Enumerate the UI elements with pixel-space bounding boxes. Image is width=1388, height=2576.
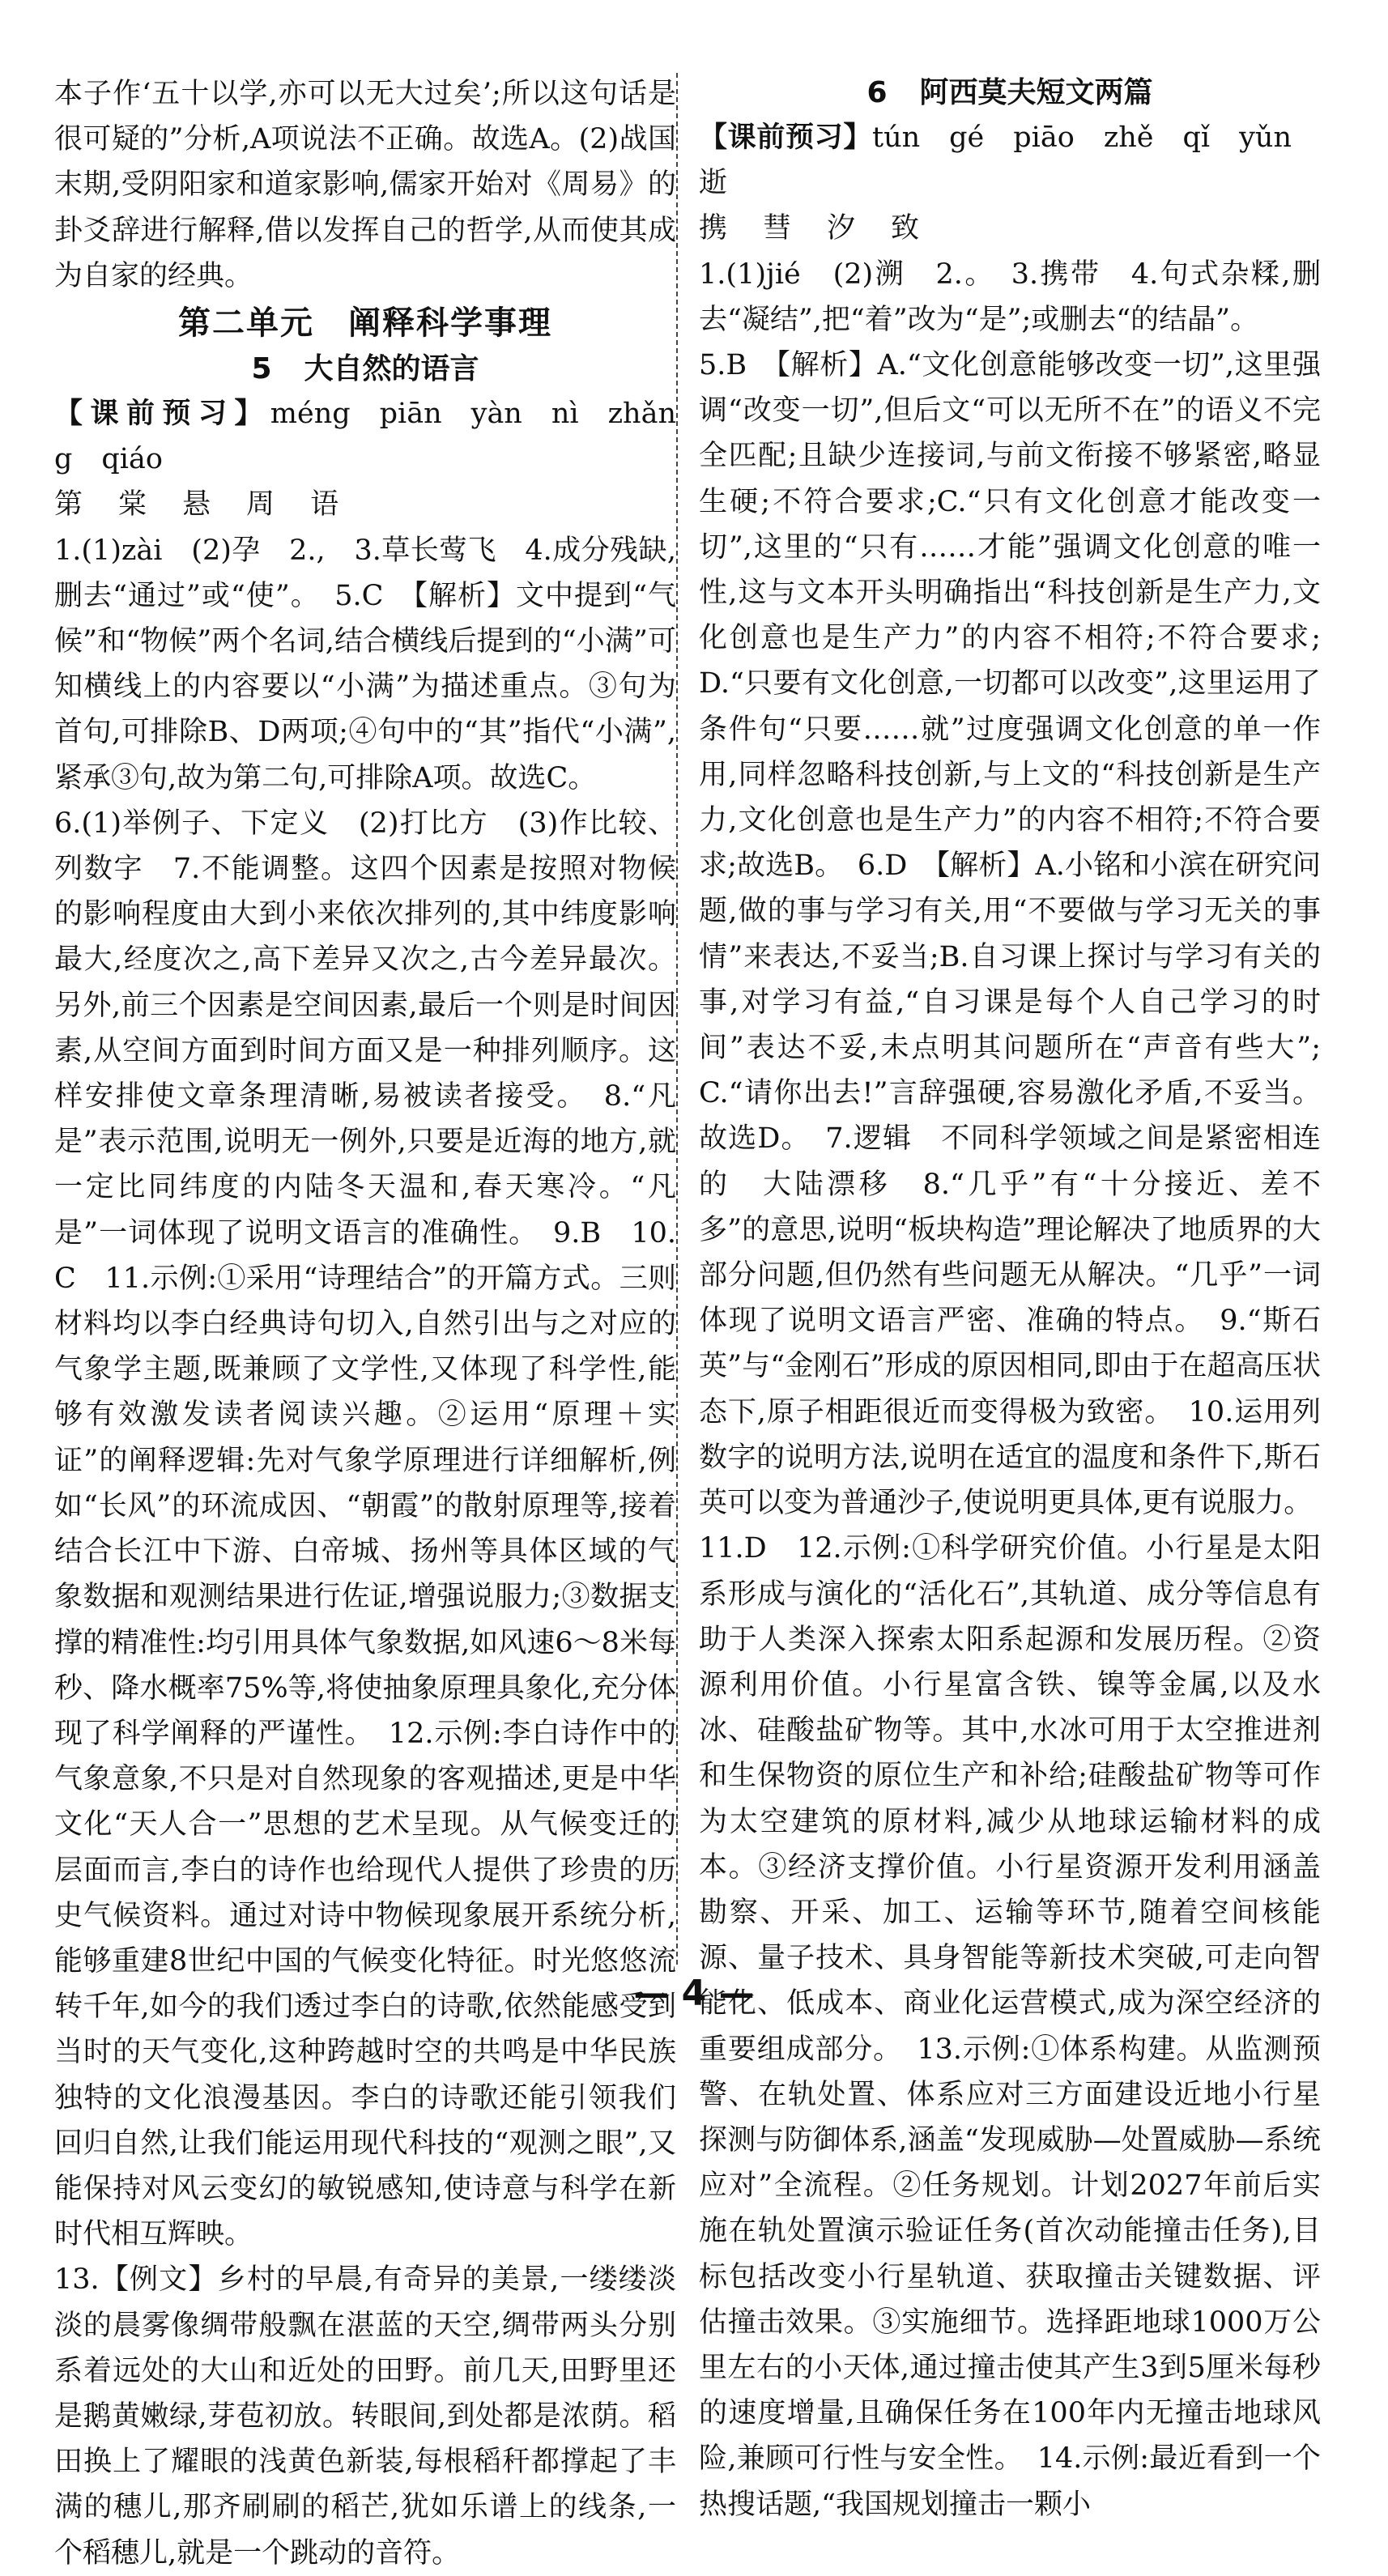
char-item: 汐 — [827, 212, 856, 245]
char-item: 致 — [891, 212, 920, 245]
char-item: 悬 — [182, 488, 211, 522]
column-divider — [676, 73, 678, 1965]
pinyin-item: zhǎng — [54, 398, 676, 476]
pinyin-item: nì — [551, 398, 579, 431]
char-list — [54, 482, 676, 527]
pinyin-item: zhě — [1103, 121, 1154, 154]
answers-block-3: 11.D 12.示例:①科学研究价值。小行星是太阳系形成与演化的“活化石”,其轨道、成分等信息有助于人类深入探索太阳系起源和发展历程。②资源利用价值。小行星富含铁、镍等金属,以及水冰、硅酸盐矿物等。其中,水冰可用于太空推进剂和生保物资的原位生产和补给;硅酸盐矿物等可作为太空建筑的原材料,减少从地球运输材料的成本。③经济支撑价值。小行星资源开发利用涵盖勘察、开采、加工、运输等环节,随着空间核能源、量子技术、具身智能等新技术突破,可走向智能化、低成本、商业化运营模式,成为深空经济的重要组成部分。 13.示例:①体系构建。从监测预警、在轨处置、体系应对三方面建设近地小行星探测与防御体系,涵盖“发现威胁—处置威胁—系统应对”全流程。②任务规划。计划2027年前后实施在轨处置演示验证任务(首次动能撞击任务),目标包括改变小行星轨道、获取撞击关键数据、评估撞击效果。③实施细节。选择距地球1000万公里左右的小天体,通过撞击使其产生3到5厘米每秒的速度增量,且确保任务在100年内无撞击地球风险,兼顾可行性与安全性。 14.示例:最近看到一个热搜话题,“我国规划撞击一颗小 — [699, 1532, 1321, 2521]
left-column — [54, 71, 676, 2576]
page-number: — 4 — — [633, 1973, 755, 2014]
lesson-name: 大自然的语言 — [304, 352, 479, 386]
preview-tag: 【课前预习】 — [54, 398, 270, 431]
pinyin-item: yàn — [470, 398, 522, 431]
answers-block-2: 6.(1)举例子、下定义 (2)打比方 (3)作比较、列数字 7.不能调整。这四个因素是按照对物候的影响程度由大到小来依次排列的,其中纬度影响最大,经度次之,高下差异又次之,古今差异最次。另外,前三个因素是空间因素,最后一个则是时间因素,从空间方面到时间方面又是一种排列顺序。这样安排使文章条理清晰,易被读者接受。 8.“凡是”表示范围,说明无一例外,只要是近海的地方,就一定比同纬度的内陆冬天温和,春天寒冷。“凡是”一词体现了说明文语言的准确性。 9.B 10.C 11.示例:①采用“诗理结合”的开篇方式。三则材料均以李白经典诗句切入,自然引出与之对应的气象学主题,既兼顾了文学性,又体现了科学性,能够有效激发读者阅读兴趣。②运用“原理＋实证”的阐释逻辑:先对气象学原理进行详细解析,例如“长风”的环流成因、“朝霞”的散射原理等,接着结合长江中下游、白帝城、扬州等具体区域的气象数据和观测结果进行佐证,增强说服力;③数据支撑的精准性:均引用具体气象数据,如风速6～8米每秒、降水概率75%等,将使抽象原理具象化,充分体现了科学阐释的严谨性。 12.示例:李白诗作中的气象意象,不只是对自然现象的客观描述,更是中华文化“天人合一”思想的艺术呈现。从气候变迁的层面而言,李白的诗作也给现代人提供了珍贵的历史气候资料。通过对诗中物候现象展开系统分析,能够重建8世纪中国的气候变化特征。时光悠悠流转千年,如今的我们透过李白的诗歌,依然能感受到当时的天气变化,这种跨越时空的共鸣是中华民族独特的文化浪漫基因。李白的诗歌还能引领我们回归自然,让我们能运用现代科技的“观测之眼”,又能保持对风云变幻的敏锐感知,使诗意与科学在新时代相互辉映。 — [54, 807, 676, 2251]
char-item: 语 — [310, 488, 339, 522]
char-list — [699, 206, 1321, 251]
right-column — [699, 71, 1321, 2527]
lesson-number: 6 — [866, 76, 888, 109]
char-item: 棠 — [118, 488, 147, 522]
pinyin-item: piān — [379, 398, 442, 431]
preview-line — [54, 391, 676, 482]
pinyin-item: méng — [270, 398, 351, 431]
answers-block-1: 1.(1)jié (2)溯 2.。 3.携带 4.句式杂糅,删去“凝结”,把“着”改为“是”;或删去“的结晶”。 — [699, 258, 1321, 336]
lesson-5-title — [54, 347, 676, 391]
char-item: 携 — [699, 212, 728, 245]
char-item: 第 — [54, 488, 83, 522]
lesson-6-title — [699, 71, 1321, 115]
pinyin-item: yǔn — [1239, 121, 1292, 154]
pinyin-item: 逝 — [699, 167, 728, 200]
pinyin-item: qǐ — [1182, 121, 1211, 154]
preview-tag: 【课前预习】 — [699, 121, 872, 154]
pinyin-item: gé — [949, 121, 985, 154]
char-item: 彗 — [763, 212, 792, 245]
answers-block-2: 5.B 【解析】A.“文化创意能够改变一切”,这里强调“改变一切”,但后文“可以无所不在”的语义不完全匹配;且缺少连接词,与前文衔接不够紧密,略显生硬;不符合要求;C.“只有文化创意才能改变一切”,这里的“只有……才能”强调文化创意的唯一性,这与文本开头明确指出“科技创新是生产力,文化创意也是生产力”的内容不相符;不符合要求;D.“只要有文化创意,一切都可以改变”,这里运用了条件句“只要……就”过度强调文化创意的单一作用,同样忽略科技创新,与上文的“科技创新是生产力,文化创意也是生产力”的内容不相符;不符合要求;故选B。 6.D 【解析】A.小铭和小滨在研究问题,做的事与学习有关,用“不要做与学习无关的事情”来表达,不妥当;B.自习课上探讨与学习有关的事,对学习有益,“自习课是每个人自己学习的时间”表达不妥,未点明其问题所在“声音有些大”;C.“请你出去!”言辞强硬,容易激化矛盾,不妥当。故选D。 7.逻辑 不同科学领域之间是紧密相连的 大陆漂移 8.“几乎”有“十分接近、差不多”的意思,说明“板块构造”理论解决了地质界的大部分问题,但仍然有些问题无从解决。“几乎”一词体现了说明文语言严密、准确的特点。 9.“斯石英”与“金刚石”形成的原因相同,即由于在超高压状态下,原子相距很近而变得极为致密。 10.运用列数字的说明方法,说明在适宜的温度和条件下,斯石英可以变为普通沙子,使说明更具体,更有说服力。 — [699, 349, 1321, 1520]
answers-block-3: 13.【例文】乡村的早晨,有奇异的美景,一缕缕淡淡的晨雾像绸带般飘在湛蓝的天空,绸带两头分别系着远处的大山和近处的田野。前几天,田野里还是鹅黄嫩绿,芽苞初放。转眼间,到处都是浓荫。稻田换上了耀眼的浅黄色新装,每根稻秆都撑起了丰满的穗儿,那齐刷刷的稻芒,犹如乐谱上的线条,一个稻穗儿,就是一个跳动的音符。 — [54, 2263, 676, 2570]
lesson-number: 5 — [251, 352, 272, 386]
lesson-name: 阿西莫夫短文两篇 — [919, 76, 1153, 109]
char-item: 周 — [246, 488, 275, 522]
preview-line — [699, 115, 1321, 206]
pinyin-item: piāo — [1013, 121, 1075, 154]
pinyin-item: tún — [872, 121, 921, 154]
left-intro-paragraph: 本子作‘五十以学,亦可以无大过矣’;所以这句话是很可疑的”分析,A项说法不正确。故选A。(2)战国末期,受阴阳家和道家影响,儒家开始对《周易》的卦爻辞进行解释,借以发挥自己的哲学,从而使其成为自家的经典。 — [54, 78, 676, 292]
pinyin-item: qiáo — [101, 443, 163, 476]
answers-block-1: 1.(1)zài (2)孕 2., 3.草长莺飞 4.成分残缺,删去“通过”或“使”。 5.C 【解析】文中提到“气候”和“物候”两个名词,结合横线后提到的“小满”可知横线上的内容要以“小满”为描述重点。③句为首句,可排除B、D两项;④句中的“其”指代“小满”,紧承③句,故为第二句,可排除A项。故选C。 — [54, 534, 676, 794]
unit-title: 第二单元 阐释科学事理 — [178, 304, 552, 343]
